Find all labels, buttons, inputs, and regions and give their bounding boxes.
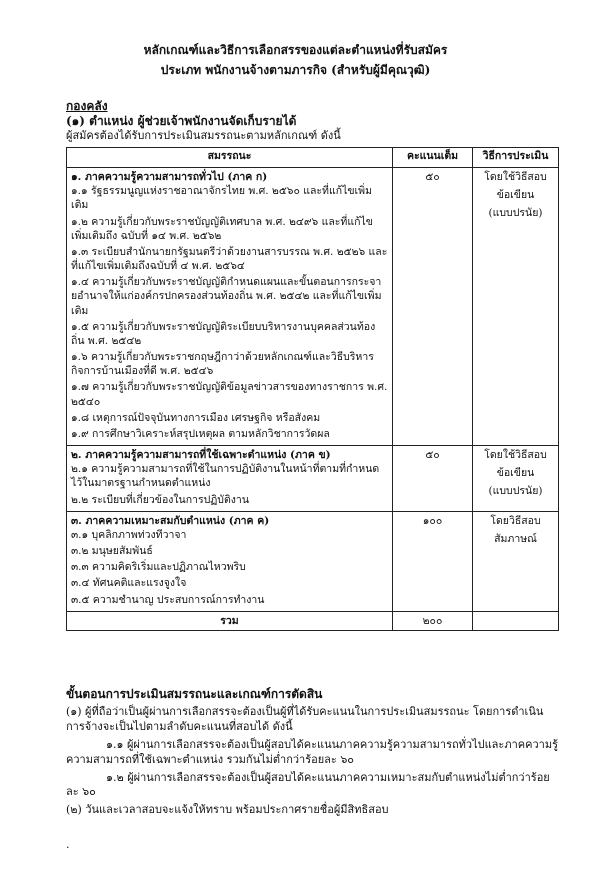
method-line: โดยวิธีสอบ	[490, 514, 541, 527]
section-title: ๒. ภาคความรู้ความสามารถที่ใช้เฉพาะตำแหน่ง (ภาค ข)	[71, 449, 331, 462]
section-cell	[67, 511, 393, 611]
score-cell: ๕๐	[393, 446, 473, 512]
position-heading: (๑) ตำแหน่ง ผู้ช่วยเจ้าพนักงานจัดเก็บรายได้	[66, 114, 297, 128]
list-item: ๓.๕ ความชำนาญ ประสบการณ์การทำงาน	[71, 593, 265, 606]
list-item: ๑.๓ ระเบียบสำนักนายกรัฐมนตรีว่าด้วยงานสารบรรณ พ.ศ. ๒๕๒๖ และที่แก้ไขเพิ่มเติมถึงฉบับที่ ๔ พ.ศ. ๒๕๖๔	[71, 245, 388, 273]
evaluation-steps	[66, 686, 558, 821]
step-subparagraph: ๑.๑ ผู้ผ่านการเลือกสรรจะต้องเป็นผู้สอบได้คะแนนภาคความรู้ความสามารถทั่วไปและภาคความรู้ความสามารถที่ใช้เฉพาะตำแหน่ง รวมกันไม่ต่ำกว่าร้อยละ ๖๐	[66, 737, 558, 766]
total-value: ๒๐๐	[393, 611, 473, 630]
method-line: โดยใช้วิธีสอบ	[484, 171, 547, 183]
section-cell	[67, 446, 393, 512]
method-line: สัมภาษณ์	[494, 532, 537, 545]
list-item: ๑.๕ ความรู้เกี่ยวกับพระราชบัญญัติระเบียบบริหารงานบุคคลส่วนท้องถิ่น พ.ศ. ๒๕๔๒	[71, 320, 376, 347]
department-heading: กองคลัง	[66, 99, 108, 113]
list-item: ๓.๓ ความคิดริเริ่มและปฏิภาณไหวพริบ	[71, 561, 246, 574]
list-item: ๑.๗ ความรู้เกี่ยวกับพระราชบัญญัติข้อมูลข่าวสารของทางราชการ พ.ศ. ๒๕๔๐	[71, 381, 388, 408]
list-item: ๑.๖ ความรู้เกี่ยวกับพระราชกฤษฎีกาว่าด้วยหลักเกณฑ์และวิธีบริหารกิจการบ้านเมืองที่ดี พ.ศ. ๒๕๔๖	[71, 351, 374, 378]
method-cell	[473, 446, 559, 512]
header-method: วิธีการประเมิน	[473, 148, 559, 168]
document-subtitle: ประเภท พนักงานจ้างตามภารกิจ (สำหรับผู้มีคุณวุฒิ)	[160, 63, 431, 77]
method-line: (แบบปรนัย)	[488, 207, 543, 220]
section-title: ๑. ภาคความรู้ความสามารถทั่วไป (ภาค ก)	[71, 171, 268, 183]
list-item: ๑.๑ รัฐธรรมนูญแห่งราชอาณาจักรไทย พ.ศ. ๒๕๖๐ และที่แก้ไขเพิ่มเติม	[71, 185, 372, 212]
list-item: ๒.๑ ความรู้ความสามารถที่ใช้ในการปฏิบัติงานในหน้าที่ตามที่กำหนดไว้ในมาตรฐานกำหนดตำแหน่ง	[71, 463, 380, 490]
header-full-score: คะแนนเต็ม	[393, 148, 473, 168]
table-row	[67, 446, 559, 512]
total-label: รวม	[67, 611, 393, 630]
total-empty-cell	[473, 611, 559, 630]
step-paragraph: (๑) ผู้ที่ถือว่าเป็นผู้ผ่านการเลือกสรรจะต้องเป็นผู้ที่ได้รับคะแนนในการประเมินสมรรถนะ โดยการดำเนินการจ้างจะเป็นไปตามลำดับคะแนนที่สอบได้ ดังนี้	[66, 705, 544, 734]
criteria-table	[66, 147, 559, 631]
steps-heading: ขั้นตอนการประเมินสมรรถนะและเกณฑ์การตัดสิน	[66, 687, 323, 701]
step-subparagraph: ๑.๒ ผู้ผ่านการเลือกสรรจะต้องเป็นผู้สอบได้คะแนนภาคความเหมาะสมกับตำแหน่งไม่ต่ำกว่าร้อยละ ๖๐	[66, 770, 550, 799]
table-row	[67, 511, 559, 611]
list-item: ๑.๔ ความรู้เกี่ยวกับพระราชบัญญัติกำหนดแผนและขั้นตอนการกระจายอำนาจให้แก่องค์กรปกครองส่วนท้องถิ่น พ.ศ. ๒๕๔๒ และที่แก้ไขเพิ่มเติม	[71, 276, 382, 317]
section-cell	[67, 168, 393, 446]
list-item: ๒.๒ ระเบียบที่เกี่ยวข้องในการปฏิบัติงาน	[71, 493, 249, 506]
list-item: ๓.๑ บุคลิกภาพท่วงทีวาจา	[71, 528, 187, 541]
method-line: โดยใช้วิธีสอบ	[484, 449, 547, 462]
list-item: ๓.๒ มนุษยสัมพันธ์	[71, 545, 153, 558]
step-paragraph: (๒) วันและเวลาสอบจะแจ้งให้ทราบ พร้อมประกาศรายชื่อผู้มีสิทธิสอบ	[66, 803, 389, 817]
table-row	[67, 168, 559, 446]
list-item: ๑.๒ ความรู้เกี่ยวกับพระราชบัญญัติเทศบาล พ.ศ. ๒๔๙๖ และที่แก้ไขเพิ่มเติมถึง ฉบับที่ ๑๔ พ.ศ. ๒๕๖๒	[71, 215, 373, 242]
total-row	[67, 611, 559, 630]
document-title: หลักเกณฑ์และวิธีการเลือกสรรของแต่ละตำแหน่งที่รับสมัคร	[143, 43, 448, 57]
score-cell: ๕๐	[393, 168, 473, 446]
method-line: ข้อเขียน	[496, 467, 535, 480]
method-cell	[473, 168, 559, 446]
list-item: ๓.๔ ทัศนคติและแรงจูงใจ	[71, 577, 187, 590]
score-cell: ๑๐๐	[393, 511, 473, 611]
method-cell	[473, 511, 559, 611]
table-header-row	[67, 148, 559, 168]
list-item: ๑.๙ การศึกษาวิเคราะห์สรุปเหตุผล ตามหลักวิชาการวัดผล	[71, 427, 330, 440]
list-item: ๑.๘ เหตุการณ์ปัจจุบันทางการเมือง เศรษฐกิจ หรือสังคม	[71, 411, 321, 424]
header-competency: สมรรถนะ	[67, 148, 393, 168]
method-line: ข้อเขียน	[496, 189, 535, 202]
section-title: ๓. ภาคความเหมาะสมกับตำแหน่ง (ภาค ค)	[71, 514, 270, 527]
footer-mark: .	[66, 838, 70, 851]
method-line: (แบบปรนัย)	[488, 485, 543, 498]
intro-text: ผู้สมัครต้องได้รับการประเมินสมรรถนะตามหลักเกณฑ์ ดังนี้	[66, 129, 341, 142]
